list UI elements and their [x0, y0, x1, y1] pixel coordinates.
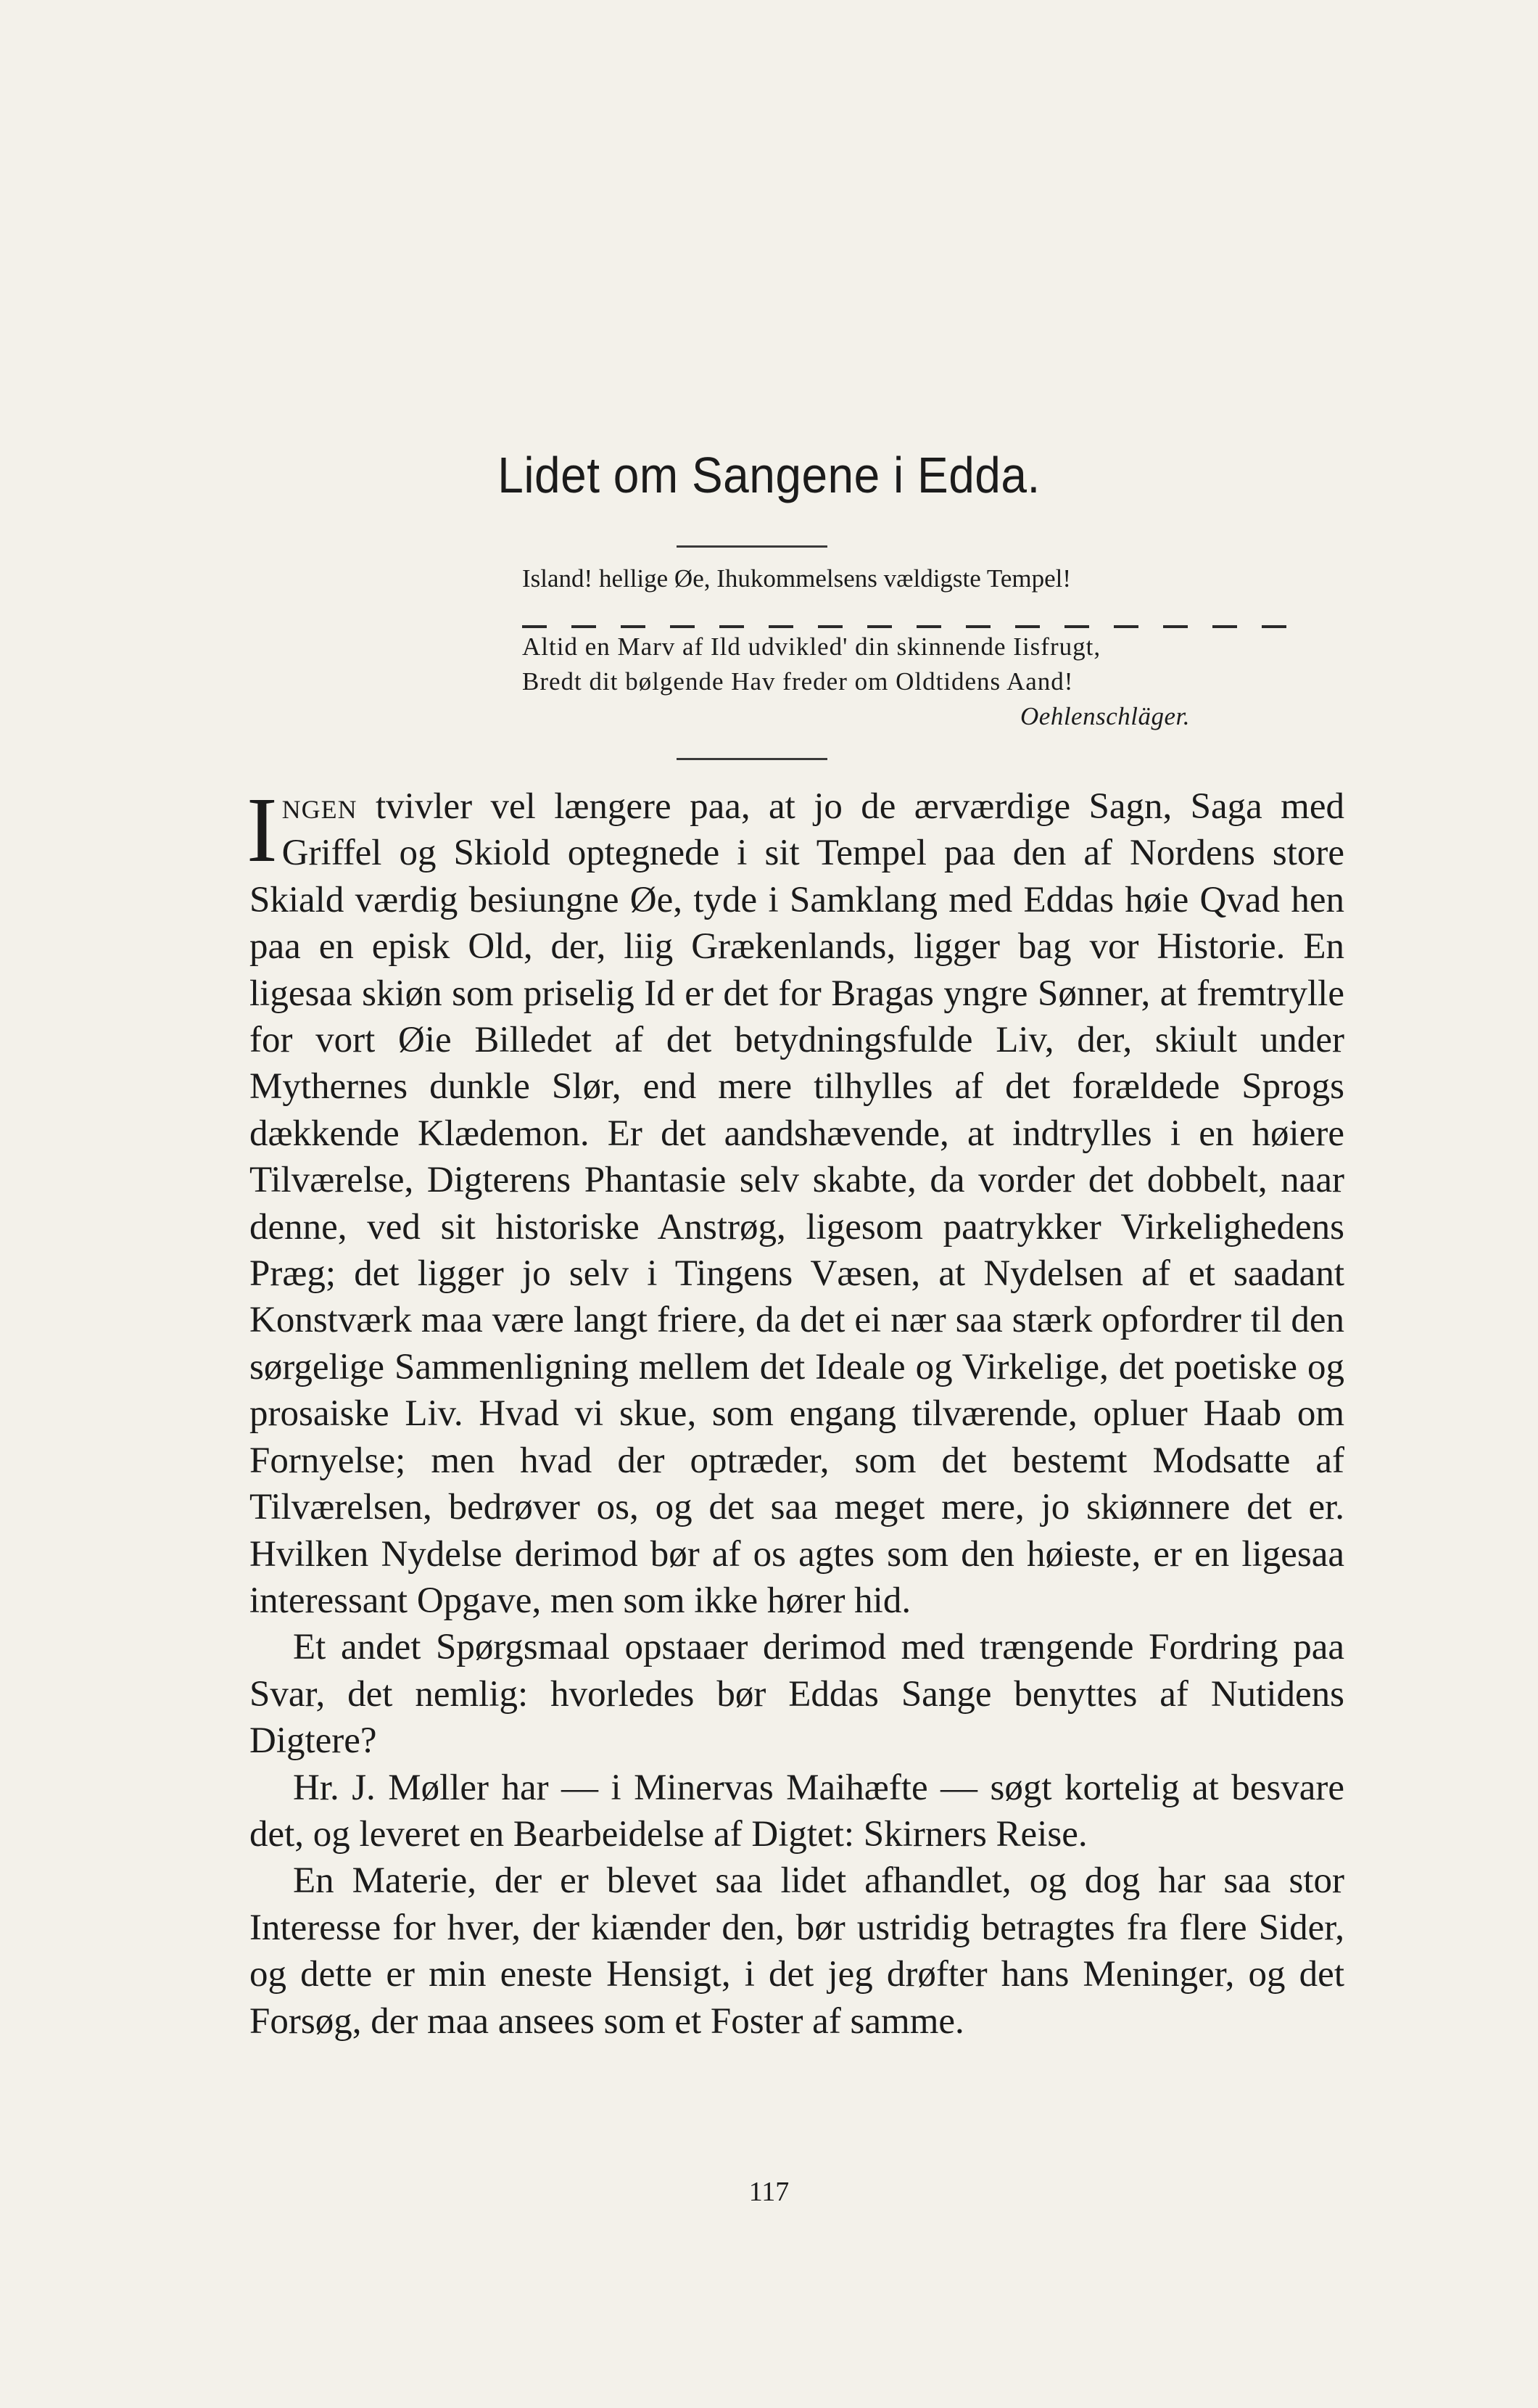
drop-cap: I [247, 778, 278, 881]
epigraph-line-3: Bredt dit bølgende Hav freder om Oldtidens Aand! [522, 667, 1074, 696]
epigraph-ellipsis-dashes [522, 625, 1291, 628]
epigraph-line-1: Island! hellige Øe, Ihukommelsens vældigste Tempel! [522, 564, 1072, 593]
body-text [247, 778, 1344, 2045]
paragraph-1 [247, 778, 1344, 1624]
epigraph-line-2: Altid en Marv af Ild udvikled' din skinnende Iisfrugt, [522, 632, 1101, 661]
epigraph-divider [677, 758, 827, 760]
page-number: 117 [748, 2177, 790, 2207]
lead-word: ngen [281, 786, 357, 827]
paragraph-2: Et andet Spørgsmaal opstaaer derimod med trængende Fordring paa Svar, det nemlig: hvorledes bør Eddas Sange benyttes af Nutidens Digtere? [249, 1627, 1344, 1762]
title-divider [677, 545, 827, 548]
paragraph-4: En Materie, der er blevet saa lidet afhandlet, og dog har saa stor Interesse for hver, der kiænder den, bør ustridig betragtes fra flere Sider, og dette er min eneste Hensigt, i det jeg drøfter hans Meninger, og det Forsøg, der maa ansees som et Foster af samme. [249, 1860, 1344, 2042]
chapter-title: Lidet om Sangene i Edda. [497, 447, 1041, 503]
paragraph-3: Hr. J. Møller har — i Minervas Maihæfte — søgt kortelig at besvare det, og leveret en Bearbeidelse af Digtet: Skirners Reise. [249, 1767, 1344, 1855]
paragraph-1-text: tvivler vel længere paa, at jo de ærværdige Sagn, Saga med Griffel og Skiold optegnede i sit Tempel paa den af Nordens store Skiald værdig besiungne Øe, tyde i Samklang med Eddas høie Qvad hen paa en episk Old, der, liig Grækenlands, ligger bag vor Historie. En ligesaa skiøn som priselig Id er det for Bragas yngre Sønner, at fremtrylle for vort Øie Billedet af det betydningsfulde Liv, der, skiult under Mythernes dunkle Slør, end mere tilhylles af det forældede Sprogs dækkende Klædemon. Er det aandshævende, at indtrylles i en høiere Tilværelse, Digterens Phantasie selv skabte, da vorder det dobbelt, naar denne, ved sit historiske Anstrøg, ligesom paatrykker Virkelighedens Præg; det ligger jo selv i Tingens Væsen, at Nydelsen af et saadant Konstværk maa være langt friere, da det ei nær saa stærk opfordrer til den sørgelige Sammenligning mellem det Ideale og Virkelige, det poetiske og prosaiske Liv. Hvad vi skue, som engang tilværende, opluer Haab om Fornyelse; men hvad der optræder, som det bestemt Modsatte af Tilværelsen, bedrøver os, og det saa meget mere, jo skiønnere det er. Hvilken Nydelse derimod bør af os agtes som den høieste, er en ligesaa interessant Opgave, men som ikke hører hid. [249, 786, 1344, 1621]
epigraph-author: Oehlenschläger. [1020, 702, 1190, 730]
